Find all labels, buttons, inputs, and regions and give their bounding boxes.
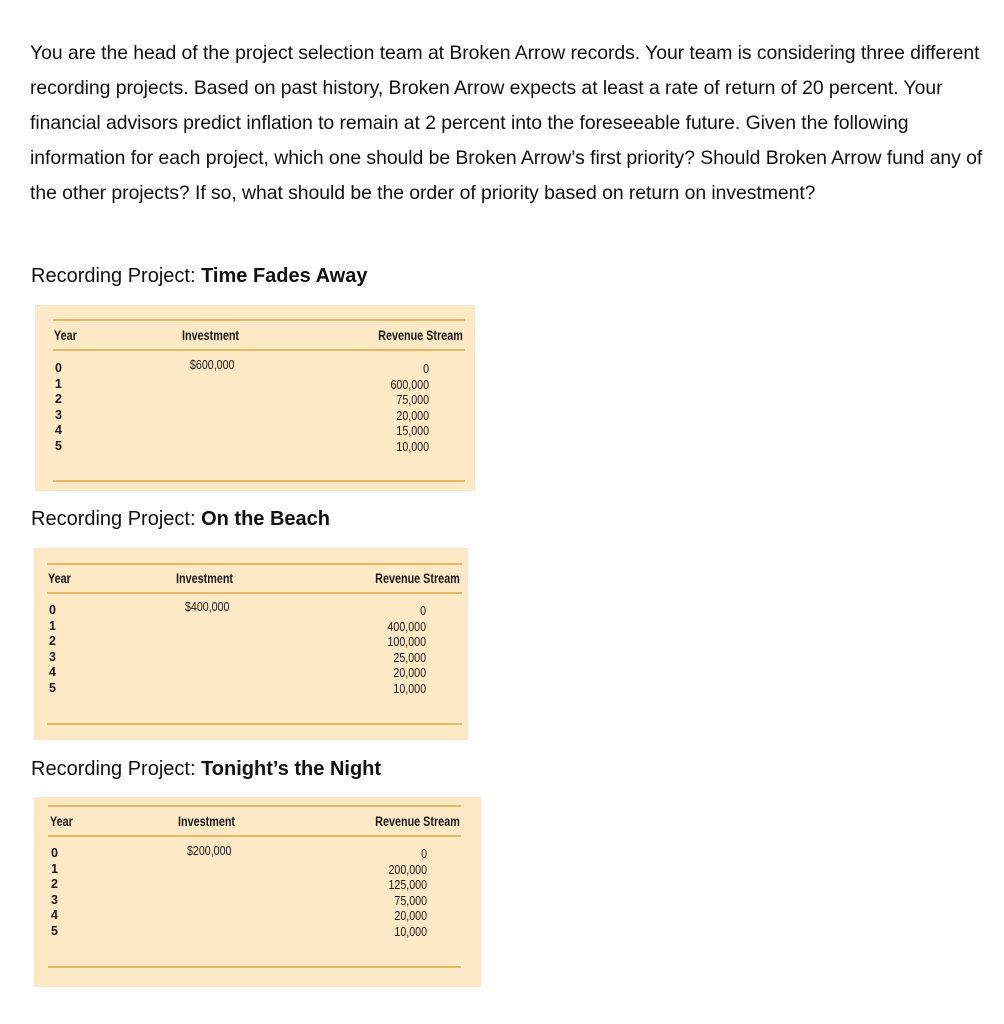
revenue-column: [390, 361, 429, 455]
revenue-cell: 75,000: [396, 392, 429, 408]
revenue-cell: 10,000: [393, 680, 426, 696]
year-cell: 1: [55, 376, 62, 391]
cash-flow-table-time-fades-away: [35, 305, 475, 491]
project-heading-on-the-beach: [31, 506, 330, 532]
table-top-rule: [53, 319, 465, 321]
revenue-column: [388, 846, 427, 940]
investment-cell: $200,000: [187, 843, 232, 858]
header-rule: [47, 592, 462, 594]
revenue-header: Revenue Stream: [378, 328, 463, 343]
investment-header: Investment: [176, 571, 234, 586]
project-heading-prefix: Recording Project:: [31, 265, 202, 287]
investment-column: [187, 843, 231, 859]
year-header: Year: [48, 571, 71, 586]
investment-column: [185, 599, 229, 615]
revenue-column: [387, 603, 426, 697]
cash-flow-table-on-the-beach: [34, 548, 468, 740]
year-cell: 2: [51, 877, 58, 892]
year-column: [55, 361, 62, 455]
year-cell: 5: [51, 923, 58, 938]
year-cell: 0: [49, 603, 56, 617]
year-cell: 3: [49, 649, 56, 664]
investment-cell: $400,000: [185, 599, 230, 614]
year-cell: 5: [55, 438, 62, 453]
revenue-cell: 100,000: [387, 634, 426, 650]
revenue-cell: 20,000: [394, 908, 427, 924]
revenue-header: Revenue Stream: [375, 814, 460, 829]
investment-header: Investment: [178, 814, 236, 829]
year-cell: 4: [55, 423, 62, 438]
project-title: On the Beach: [201, 508, 330, 530]
year-column: [49, 603, 56, 697]
problem-statement: You are the head of the project selection team at Broken Arrow records. Your team is considering three different recording projects. Based on past history, Broken Arrow expects at least a rate of return of 20 percent. Your financial advisors predict inflation to remain at 2 percent into the foreseeable future. Given the following information for each project, which one should be Broken Arrow’s first priority? Should Broken Arrow fund any of the other projects? If so, what should be the order of priority based on return on investment?: [30, 42, 983, 204]
year-header: Year: [50, 814, 73, 829]
project-heading-prefix: Recording Project:: [31, 508, 202, 530]
revenue-cell: 75,000: [394, 892, 427, 908]
project-heading-prefix: Recording Project:: [31, 758, 202, 780]
header-rule: [53, 349, 465, 351]
year-cell: 1: [49, 618, 56, 633]
revenue-header: Revenue Stream: [375, 571, 460, 586]
revenue-cell: 15,000: [396, 423, 429, 439]
project-title: Tonight’s the Night: [201, 758, 382, 780]
table-bottom-rule: [48, 966, 461, 968]
year-cell: 0: [51, 846, 58, 860]
revenue-cell: 200,000: [388, 861, 427, 877]
revenue-cell: 125,000: [388, 877, 427, 893]
year-cell: 2: [55, 392, 62, 407]
revenue-cell: 0: [420, 603, 426, 618]
year-cell: 4: [51, 908, 58, 923]
investment-column: [190, 357, 234, 373]
revenue-cell: 20,000: [393, 665, 426, 681]
year-cell: 0: [55, 361, 62, 375]
year-cell: 5: [49, 680, 56, 695]
cash-flow-table-tonights-the-night: [34, 797, 481, 987]
project-title: Time Fades Away: [201, 265, 368, 287]
year-cell: 3: [55, 407, 62, 422]
revenue-cell: 600,000: [390, 376, 429, 392]
project-heading-time-fades-away: [31, 263, 367, 289]
year-cell: 4: [49, 665, 56, 680]
table-top-rule: [48, 805, 461, 807]
table-bottom-rule: [53, 480, 465, 482]
revenue-cell: 400,000: [387, 618, 426, 634]
table-bottom-rule: [47, 723, 462, 725]
year-column: [51, 846, 58, 940]
year-cell: 1: [51, 861, 58, 876]
header-rule: [48, 835, 461, 837]
revenue-cell: 10,000: [396, 438, 429, 454]
revenue-cell: 10,000: [394, 923, 427, 939]
project-heading-tonights-the-night: [31, 756, 381, 782]
year-cell: 3: [51, 892, 58, 907]
revenue-cell: 0: [421, 846, 427, 861]
revenue-cell: 25,000: [393, 649, 426, 665]
investment-header: Investment: [182, 328, 240, 343]
year-header: Year: [54, 328, 77, 343]
revenue-cell: 20,000: [396, 407, 429, 423]
table-top-rule: [47, 563, 462, 565]
revenue-cell: 0: [423, 361, 429, 376]
investment-cell: $600,000: [190, 357, 235, 372]
year-cell: 2: [49, 634, 56, 649]
